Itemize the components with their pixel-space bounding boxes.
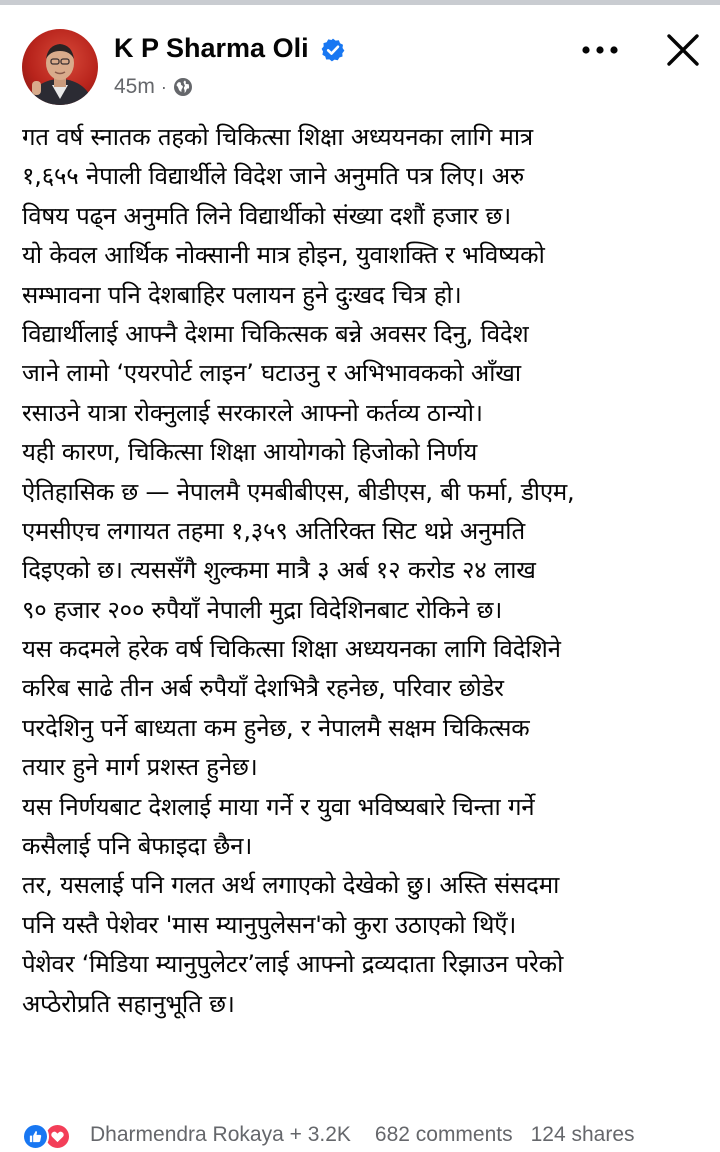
comments-count[interactable]: 682 comments bbox=[374, 1123, 513, 1146]
author-name[interactable]: K P Sharma Oli bbox=[114, 33, 309, 63]
post-text-line: दिइएको छ। त्यससँगै शुल्कमा मात्रै ३ अर्ब १२ करोड २४ लाख bbox=[22, 556, 536, 585]
post-text-line: परदेशिनु पर्ने बाध्यता कम हुनेछ, र नेपालमै सक्षम चिकित्सक bbox=[22, 713, 530, 742]
post-header bbox=[0, 5, 720, 105]
close-button[interactable] bbox=[660, 27, 706, 73]
post-text-line: एमसीएच लगायत तहमा १,३५९ अतिरिक्त सिट थप्ने अनुमति bbox=[22, 516, 525, 545]
post-timestamp[interactable]: 45m bbox=[114, 75, 155, 98]
post-text-line: १,६५५ नेपाली विद्यार्थीले विदेश जाने अनुमति पत्र लिए। अरु bbox=[22, 162, 525, 191]
post-text-line: कसैलाई पनि बेफाइदा छैन। bbox=[22, 832, 253, 861]
meta-separator: · bbox=[160, 76, 167, 97]
reactions-summary[interactable]: Dharmendra Rokaya + 3.2K bbox=[90, 1123, 351, 1146]
more-options-button[interactable] bbox=[578, 35, 622, 65]
post-text-line: विषय पढ्न अनुमति लिने विद्यार्थीको संख्या दशौं हजार छ। bbox=[22, 201, 512, 230]
reaction-icons[interactable] bbox=[22, 1120, 80, 1150]
post-text-line: तयार हुने मार्ग प्रशस्त हुनेछ। bbox=[22, 753, 258, 782]
post-text-line: गत वर्ष स्नातक तहको चिकित्सा शिक्षा अध्ययनका लागि मात्र bbox=[22, 123, 533, 151]
post-text-line: पेशेवर ‘मिडिया म्यानुपुलेटर’लाई आफ्नो द्रव्यदाता रिझाउन परेको bbox=[22, 950, 564, 979]
close-icon bbox=[666, 33, 700, 67]
post-meta bbox=[114, 75, 193, 99]
engagement-bar bbox=[0, 1118, 720, 1152]
globe-icon[interactable] bbox=[173, 77, 193, 97]
post-text-line: सम्भावना पनि देशबाहिर पलायन हुने दुःखद चित्र हो। bbox=[22, 280, 462, 309]
post-body bbox=[22, 118, 708, 1024]
post-text-line: यही कारण, चिकित्सा शिक्षा आयोगको हिजोको निर्णय bbox=[22, 438, 478, 467]
post-text-line: यो केवल आर्थिक नोक्सानी मात्र होइन, युवाशक्ति र भविष्यको bbox=[22, 241, 545, 270]
shares-count[interactable]: 124 shares bbox=[530, 1123, 635, 1146]
like-icon bbox=[22, 1123, 49, 1150]
post-text-line: यस कदमले हरेक वर्ष चिकित्सा शिक्षा अध्ययनका लागि विदेशिने bbox=[22, 635, 561, 664]
post-text-line: पनि यस्तै पेशेवर 'मास म्यानुपुलेसन'को कुरा उठाएको थिएँ। bbox=[22, 910, 517, 939]
avatar-portrait bbox=[22, 29, 98, 105]
post-text-line: रसाउने यात्रा रोक्नुलाई सरकारले आफ्नो कर्तव्य ठान्यो। bbox=[22, 398, 483, 427]
post-text-line: करिब साढे तीन अर्ब रुपैयाँ देशभित्रै रहनेछ, परिवार छोडेर bbox=[22, 674, 504, 703]
avatar[interactable] bbox=[22, 29, 98, 105]
post-text-line: जाने लामो ‘एयरपोर्ट लाइन’ घटाउनु र अभिभावकको आँखा bbox=[22, 359, 521, 388]
post-text-line: ९० हजार २०० रुपैयाँ नेपाली मुद्रा विदेशिनबाट रोकिने छ। bbox=[22, 595, 503, 624]
post-text-line: तर, यसलाई पनि गलत अर्थ लगाएको देखेको छु। अस्ति संसदमा bbox=[22, 871, 560, 900]
post-text-line: यस निर्णयबाट देशलाई माया गर्ने र युवा भविष्यबारे चिन्ता गर्ने bbox=[22, 792, 535, 821]
post-text-line: ऐतिहासिक छ — नेपालमै एमबीबीएस, बीडीएस, बी फर्मा, डीएम, bbox=[22, 477, 575, 506]
verified-badge-icon bbox=[320, 37, 346, 63]
post-text-line: विद्यार्थीलाई आफ्नै देशमा चिकित्सक बन्ने अवसर दिनु, विदेश bbox=[22, 319, 529, 348]
post-text-line: अप्ठेरोप्रति सहानुभूति छ। bbox=[22, 989, 235, 1018]
more-options-icon bbox=[580, 45, 620, 55]
